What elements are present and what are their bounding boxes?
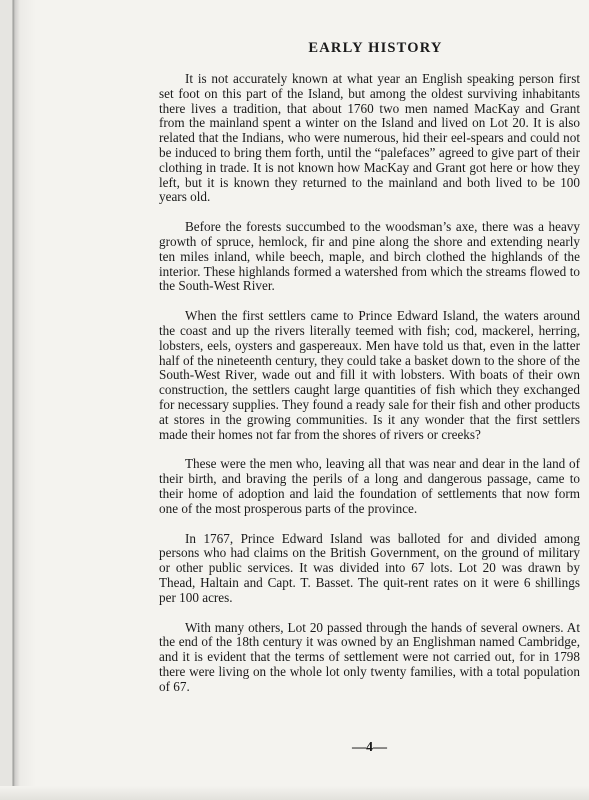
paragraph-5: In 1767, Prince Edward Island was balloted for and divided among persons who had claims on the British Government, on the ground of military or other public services. It was divided into 67 lots. Lot 20 was drawn by Thead, Haltain and Capt. T. Basset. The quit-rent rates on it were 6 shillings per 100 acres. xyxy=(159,530,580,605)
paragraph-4: These were the men who, leaving all that was near and dear in the land of their birth, and braving the perils of a long and dangerous passage, came to their home of adoption and laid the foundation of settlements that now form one of the most prosperous parts of the province. xyxy=(159,456,580,516)
paragraph-3: When the first settlers came to Prince Edward Island, the waters around the coast and up the rivers literally teemed with fish; cod, mackerel, herring, lobsters, eels, oysters and gaspereaux. Men have told us that, even in the latter half of the nineteenth century, they could take a basket down to the shore of the South-West River, wade out and fill it with lobsters. With boats of their own construction, the settlers caught large quantities of fish which they exchanged for necessary supplies. They found a ready sale for their fish and other products at stores in the growing communities. Is it any wonder that the first settlers made their homes not far from the shores of rivers or creeks? xyxy=(159,308,580,442)
page-binding-edge xyxy=(0,0,36,800)
page-number: —4— xyxy=(352,740,387,755)
paragraph-1: It is not accurately known at what year an English speaking person first set foot on this part of the Island, but among the oldest surviving inhabitants there lives a tradition, that about 1760 two men named MacKay and Grant from the mainland spent a winter on the Island and lived on Lot 20. It is also related that the Indians, who were numerous, hid their eel-spears and could not be induced to bring them forth, until the “palefaces” agreed to give part of their clothing in trade. It is not known how MacKay and Grant got here or how they left, but it is known they returned to the mainland and both lived to be 100 years old. xyxy=(159,71,580,205)
page-title: EARLY HISTORY xyxy=(308,40,443,56)
document-text-column xyxy=(159,40,580,709)
paragraph-2: Before the forests succumbed to the woodsman’s axe, there was a heavy growth of spruce, hemlock, fir and pine along the shore and extending nearly ten miles inland, while beech, maple, and birch clothed the highlands of the interior. These highlands formed a watershed from which the streams flowed to the South-West River. xyxy=(159,219,580,294)
page-bottom-edge xyxy=(0,786,589,800)
paragraph-6: With many others, Lot 20 passed through the hands of several owners. At the end of the 18th century it was owned by an Englishman named Cambridge, and it is evident that the terms of settlement were not carried out, for in 1798 there were living on the whole lot only twenty families, with a total population of 67. xyxy=(159,619,580,694)
